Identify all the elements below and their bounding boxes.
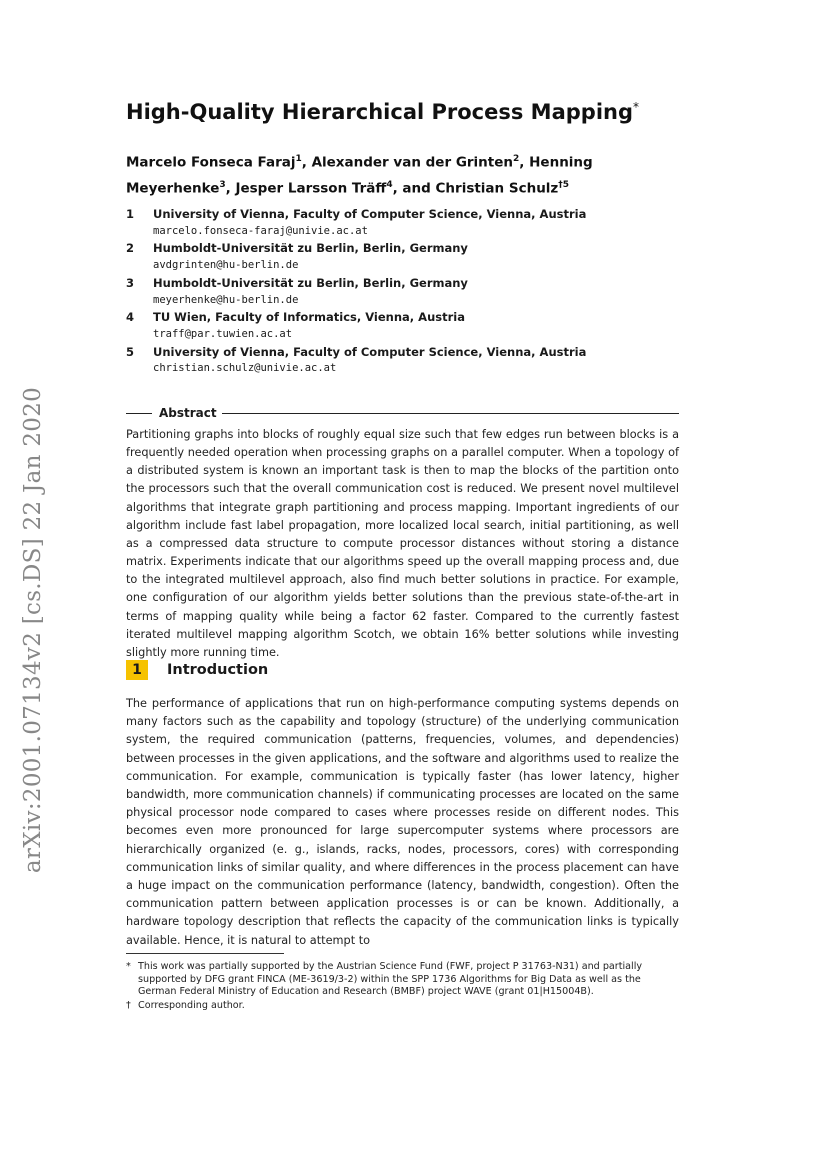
- author-separator: ,: [519, 154, 530, 171]
- author-separator: ,: [225, 180, 236, 196]
- affiliation-number: 4: [126, 310, 135, 325]
- affiliation-item: [126, 344, 686, 377]
- author-name: Christian Schulz: [435, 180, 559, 196]
- title-footnote-mark: *: [633, 100, 639, 114]
- author-affiliation-mark: 3: [219, 179, 226, 190]
- footnote-mark: *: [126, 961, 131, 972]
- author-separator: , and: [392, 180, 436, 196]
- footnote-item: [126, 1000, 679, 1013]
- affiliation-email[interactable]: christian.schulz@univie.ac.at: [153, 362, 337, 375]
- affiliation-name: University of Vienna, Faculty of Computer Science, Vienna, Austria: [153, 207, 587, 221]
- affiliation-number: 2: [126, 241, 135, 256]
- footnote-divider: [126, 953, 284, 954]
- footnote-mark: †: [126, 999, 131, 1011]
- abstract-rule-left: [126, 413, 152, 414]
- footnote-item: [126, 961, 679, 999]
- affiliation-name: Humboldt-Universität zu Berlin, Berlin, Germany: [153, 241, 468, 256]
- author-affiliation-mark: 4: [386, 179, 393, 190]
- footnote-list: [126, 961, 679, 1013]
- section-number-badge: 1: [126, 660, 148, 680]
- arxiv-identifier-stamp: [18, 386, 48, 874]
- affiliation-email[interactable]: avdgrinten@hu-berlin.de: [153, 259, 299, 272]
- affiliation-name: TU Wien, Faculty of Informatics, Vienna, Austria: [153, 310, 465, 325]
- affiliation-item: [126, 206, 686, 239]
- author-list: [126, 148, 606, 199]
- author-name: Henning Meyerhenke: [126, 154, 593, 196]
- affiliation-item: [126, 240, 686, 273]
- abstract-text: Partitioning graphs into blocks of roughly equal size such that few edges run between blocks is a frequently needed operation when processing graphs on a parallel computer. When a topology of a distributed system is known an important task is then to map the blocks of the partition onto the processors such that the overall communication cost is reduced. We present novel multilevel algorithms that integrate graph partitioning and process mapping. Important ingredients of our algorithm include fast label propagation, more localized local search, initial partitioning, as well as a compressed data structure to compute processor distances without storing a distance matrix. Experiments indicate that our algorithms speed up the overall mapping process and, due to the integrated multilevel approach, also find much better solutions in practice. For example, one configuration of our algorithm yields better solutions than the previous state-of-the-art in terms of mapping quality while being a factor 62 faster. Compared to the currently fastest iterated multilevel mapping algorithm Scotch, we obtain 16% better solutions while investing slightly more running time.: [126, 428, 679, 659]
- affiliation-number: 1: [126, 207, 135, 221]
- affiliation-email[interactable]: marcelo.fonseca-faraj@univie.ac.at: [153, 224, 368, 237]
- paper-title: [126, 100, 639, 124]
- affiliation-name: Humboldt-Universität zu Berlin, Berlin, Germany: [153, 275, 468, 290]
- affiliation-number: 3: [126, 275, 135, 290]
- affiliation-email[interactable]: traff@par.tuwien.ac.at: [153, 327, 293, 340]
- paper-title-text: High-Quality Hierarchical Process Mapping: [126, 100, 633, 124]
- footnote-text: This work was partially supported by the Austrian Science Fund (FWF, project P 31763-N31) and partially supported by DFG grant FINCA (ME-3619/3-2) within the SPP 1736 Algorithms for Big Data as well as the German Federal Ministry of Education and Research (BMBF) project WAVE (grant 01|H15004B).: [138, 961, 643, 998]
- affiliation-item: [126, 309, 686, 342]
- author-name: Alexander van der Grinten: [311, 154, 514, 171]
- affiliation-list: [126, 206, 686, 378]
- footnote-text: Corresponding author.: [138, 999, 245, 1011]
- affiliation-item: [126, 275, 686, 308]
- affiliation-name: University of Vienna, Faculty of Computer Science, Vienna, Austria: [153, 344, 587, 359]
- abstract-rule-right: [222, 413, 679, 414]
- section-heading: [126, 660, 268, 680]
- section-title: Introduction: [167, 662, 269, 678]
- author-affiliation-mark: 2: [513, 154, 520, 164]
- author-name: Marcelo Fonseca Faraj: [126, 154, 296, 171]
- author-affiliation-mark: †5: [558, 179, 570, 190]
- affiliation-email[interactable]: meyerhenke@hu-berlin.de: [153, 293, 299, 306]
- arxiv-identifier-text: arXiv:2001.07134v2 [cs.DS] 22 Jan 2020: [20, 386, 46, 874]
- author-affiliation-mark: 1: [295, 154, 302, 164]
- author-name: Jesper Larsson Träff: [235, 180, 387, 196]
- abstract-label: Abstract: [159, 406, 217, 420]
- author-separator: ,: [301, 154, 312, 171]
- introduction-paragraph: The performance of applications that run on high-performance computing systems depends on many factors such as the capability and topology (structure) of the underlying communication system, the required communication (patterns, frequencies, volumes, and dependencies) between processes in the given applications, and the software and algorithms used to realize the communication. For example, communication is typically faster (has lower latency, higher bandwidth, more communication channels) if communicating processes are located on the same physical processor node compared to cases where processes reside on different nodes. This becomes even more pronounced for large supercomputer systems where processors are hierarchically organized (e. g., islands, racks, nodes, processors, cores) with corresponding communication links of similar quality, and where differences in the process placement can have a huge impact on the communication performance (latency, bandwidth, congestion). Often the communication pattern between application processes is or can be known. Additionally, a hardware topology description that reflects the capacity of the communication links is typically available. Hence, it is natural to attempt to: [126, 697, 679, 947]
- abstract-heading: [126, 405, 679, 421]
- affiliation-number: 5: [126, 344, 135, 359]
